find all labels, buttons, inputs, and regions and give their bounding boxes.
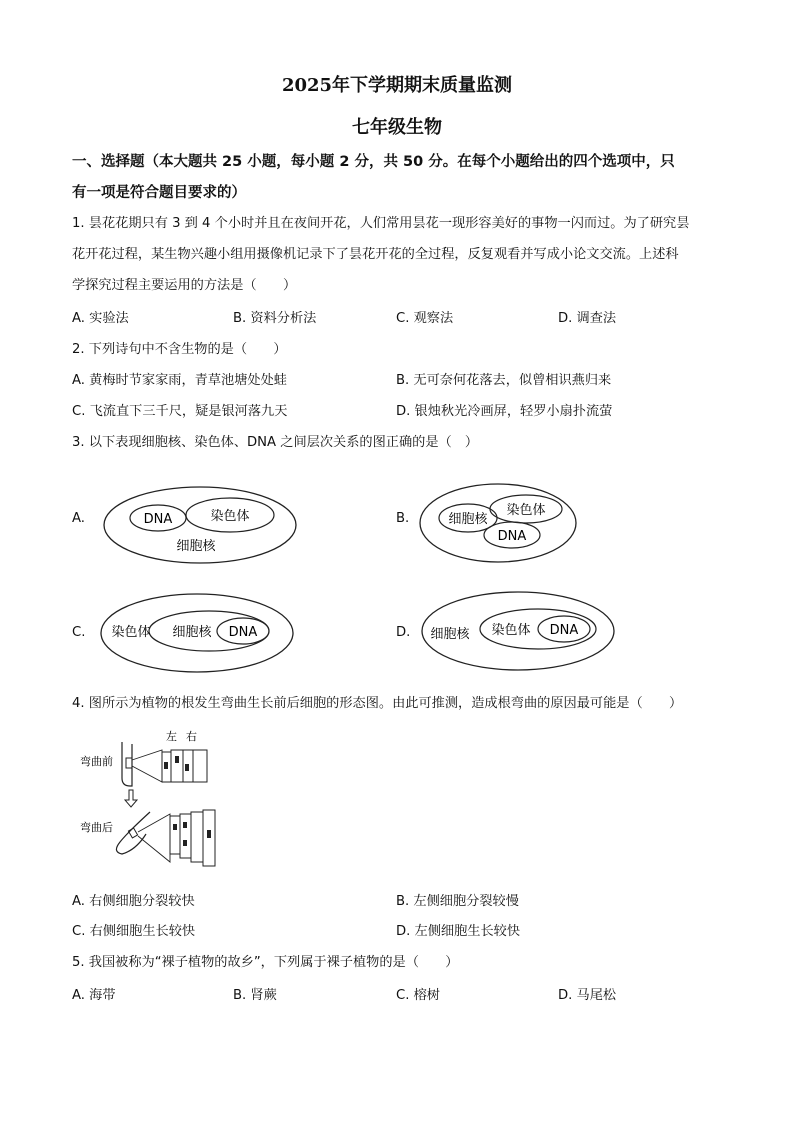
q3-diagram-c xyxy=(97,590,297,676)
q3a-dna-text: DNA xyxy=(143,512,173,527)
q2-option-a: A. 黄梅时节家家雨，青草池塘处处蛙 xyxy=(72,373,287,388)
q1-stem-line1: 1. 昙花花期只有 3 到 4 个小时并且在夜间开花，人们常用昙花一现形容美好的事物一闪而过。为了研究昙 xyxy=(72,216,690,231)
q4-after-label: 弯曲后 xyxy=(80,821,113,834)
q1-option-a: A. 实验法 xyxy=(72,311,129,326)
q3d-dna-text: DNA xyxy=(549,623,579,638)
q3-diagram-d xyxy=(418,588,618,674)
q3c-chromosome-text: 染色体 xyxy=(111,625,151,640)
q2-option-b: B. 无可奈何花落去，似曾相识燕归来 xyxy=(396,373,612,388)
q3-stem: 3. 以下表现细胞核、染色体、DNA 之间层次关系的图正确的是（ ） xyxy=(72,435,479,450)
q2-option-c: C. 飞流直下三千尺，疑是银河落九天 xyxy=(72,404,288,419)
q4-option-c: C. 右侧细胞生长较快 xyxy=(72,924,196,939)
q5-stem: 5. 我国被称为“裸子植物的故乡”，下列属于裸子植物的是（ ） xyxy=(72,955,459,970)
q5-option-d: D. 马尾松 xyxy=(558,988,617,1003)
q4-left-label: 左 xyxy=(166,730,177,743)
q4-before-label: 弯曲前 xyxy=(80,755,113,768)
q3b-dna-text: DNA xyxy=(497,529,527,544)
q1-option-c: C. 观察法 xyxy=(396,311,454,326)
q3d-nucleus-text: 细胞核 xyxy=(430,627,470,642)
q4-root-figure xyxy=(76,724,226,874)
q4-option-b: B. 左侧细胞分裂较慢 xyxy=(396,894,519,909)
q2-stem: 2. 下列诗句中不含生物的是（ ） xyxy=(72,342,287,357)
q5-option-a: A. 海带 xyxy=(72,988,116,1003)
q3a-nucleus-text: 细胞核 xyxy=(176,539,216,554)
q1-option-d: D. 调查法 xyxy=(558,311,617,326)
page-title: 2025年下学期期末质量监测 xyxy=(281,75,513,96)
section-heading-line2: 有一项是符合题目要求的） xyxy=(72,185,246,201)
q3-option-c-label: C. xyxy=(72,625,86,640)
q1-stem-line2: 花开花过程，某生物兴趣小组用摄像机记录下了昙花开花的全过程，反复观看并写成小论文交流。上述科 xyxy=(72,247,679,262)
q3-option-d-label: D. xyxy=(396,625,411,640)
q4-stem: 4. 图所示为植物的根发生弯曲生长前后细胞的形态图。由此可推测，造成根弯曲的原因最可能是（ ） xyxy=(72,696,683,711)
q3a-chromosome-text: 染色体 xyxy=(210,509,250,524)
q1-option-b: B. 资料分析法 xyxy=(233,311,317,326)
q3c-nucleus-text: 细胞核 xyxy=(172,625,212,640)
q5-option-c: C. 榕树 xyxy=(396,988,440,1003)
q3-diagram-a xyxy=(100,484,300,566)
q3c-dna-text: DNA xyxy=(228,625,258,640)
section-heading-line1: 一、选择题（本大题共 25 小题，每小题 2 分，共 50 分。在每个小题给出的四个选项中，只 xyxy=(72,154,675,170)
q3d-chromosome-text: 染色体 xyxy=(491,623,531,638)
q3-option-b-label: B. xyxy=(396,511,410,526)
q3-option-a-label: A. xyxy=(72,511,85,526)
q4-option-a: A. 右侧细胞分裂较快 xyxy=(72,894,195,909)
q4-option-d: D. 左侧细胞生长较快 xyxy=(396,924,521,939)
q3-diagram-b xyxy=(416,480,581,566)
q1-stem-line3: 学探究过程主要运用的方法是（ ） xyxy=(72,278,297,293)
q4-right-label: 右 xyxy=(186,730,197,743)
q3b-chromosome-text: 染色体 xyxy=(506,503,546,518)
q3b-nucleus-text: 细胞核 xyxy=(448,512,488,527)
page-subtitle: 七年级生物 xyxy=(352,117,442,138)
q2-option-d: D. 银烛秋光冷画屏，轻罗小扇扑流萤 xyxy=(396,404,613,419)
q5-option-b: B. 肾蕨 xyxy=(233,988,277,1003)
